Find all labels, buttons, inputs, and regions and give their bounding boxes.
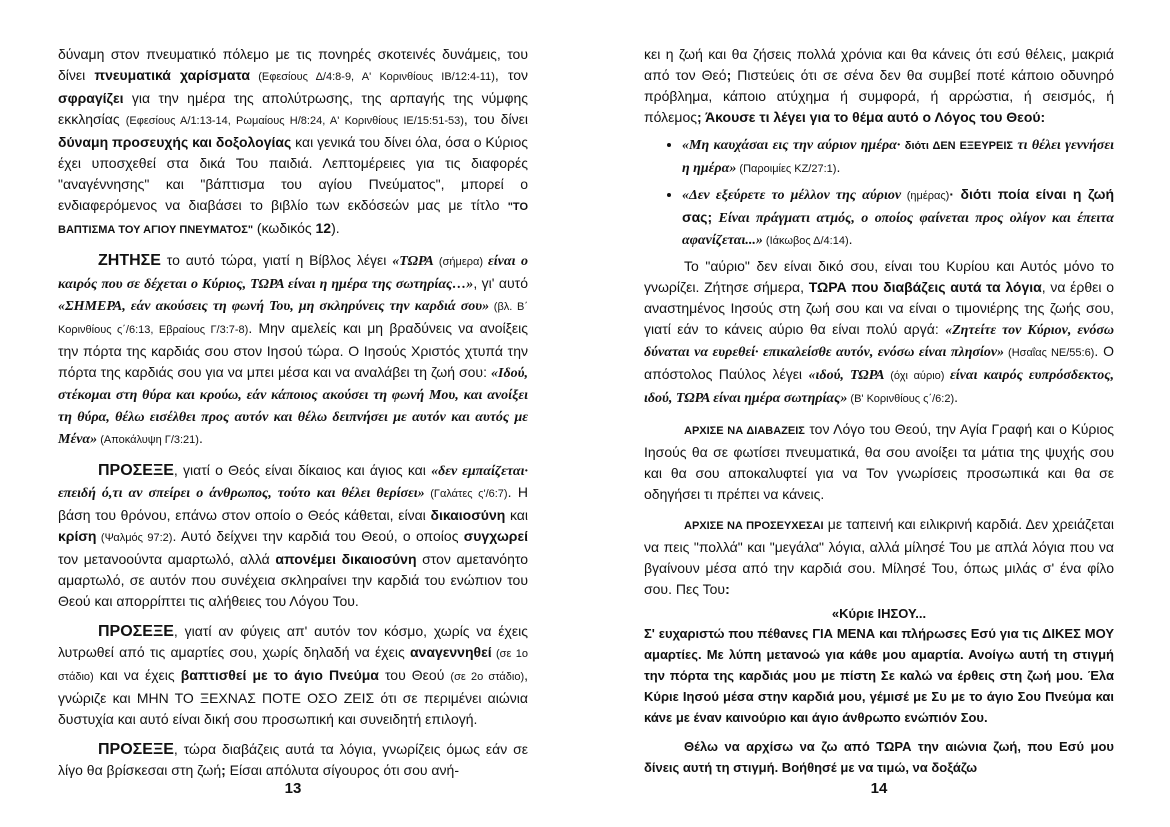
text-run: (Ιάκωβος Δ/4:14) <box>762 235 849 247</box>
text-run: (ημέρας) <box>901 190 950 202</box>
text-run: (βλ. Β΄ Κορινθίους ς΄/6:13, Εβραίους Γ/3:7-8) <box>58 301 528 336</box>
text-run: «Ζητείτε τον Κύριον, ενόσω δύναται να ευρεθεί· επικαλείσθε αυτόν, ενόσω είναι πλησίον» <box>644 323 1114 360</box>
text-run: δικαιοσύνη <box>430 507 506 523</box>
text-run: ; <box>221 762 226 778</box>
text-run: είναι ο καιρός που σε δέχεται ο Κύριος, ΤΩΡΑ είναι η ημέρα της σωτηρίας…» <box>58 254 528 292</box>
text-run: με ταπεινή και ειλικρινή καρδιά. Δεν χρειάζεται να πεις "πολλά" και "μεγάλα" λόγια, αλλά μίλησέ Του με απλά λόγια που να βγαίνουν μέσα από την καρδιά σου. Μίλησέ Του, όπως μιλάς σ' ένα φίλο σου. Πες Του <box>644 516 1114 597</box>
paragraph <box>58 460 528 612</box>
text-run: (σε 2ο στάδιο) <box>450 671 525 683</box>
text-run: (Γαλάτες ς'/6:7) <box>424 488 508 500</box>
list-item <box>682 184 1114 252</box>
text-run: Είσαι απόλυτα σίγουρος ότι σου ανή- <box>225 762 459 778</box>
text-run: . <box>848 231 853 247</box>
text-run: ΠΡΟΣΕΞΕ <box>98 741 174 758</box>
text-run: Το "αύριο" δεν είναι δικό σου, είναι του Κυρίου και Αυτός μόνο το γνωρίζει. Ζήτησε σήμερα, <box>644 258 1114 295</box>
text-run: «Δεν εξεύρετε το μέλλον της αύριον <box>682 188 902 203</box>
page-number-left: 13 <box>284 780 302 797</box>
right-page <box>644 44 1114 814</box>
text-run: ΑΡΧΙΣΕ ΝΑ ΔΙΑΒΑΖΕΙΣ <box>684 425 805 437</box>
list-item <box>682 134 1114 180</box>
text-run: για την ημέρα της απολύτρωσης, της αρπαγής της νύμφης εκκλησίας <box>58 90 528 127</box>
text-run: Πιστεύεις ότι σε σένα δεν θα συμβεί ποτέ κάποιο οδυνηρό πρόβλημα, κάποιο ατύχημα ή συμφορά, ή αρρώστια, ή σεισμός, ή πόλεμος <box>644 67 1114 125</box>
paragraph <box>58 250 528 451</box>
text-run: (σε 1ο στάδιο) <box>58 648 528 683</box>
text-run: . Αυτό δείχνει την καρδιά του Θεού, ο οποίος <box>172 528 464 544</box>
text-run: "ΤΟ ΒΑΠΤΙΣΜΑ ΤΟΥ ΑΓΙΟΥ ΠΝΕΥΜΑΤΟΣ" <box>58 201 528 236</box>
text-run: (Αποκάλυψη Γ/3:21) <box>97 434 199 446</box>
text-run: τι θέλει γεννήσει η ημέρα» <box>682 138 1114 176</box>
text-run: «ΤΩΡΑ <box>392 254 434 269</box>
text-run: . Ο απόστολος Παύλος λέγει <box>644 343 1114 382</box>
text-run: (Ησαΐας ΝΕ/55:6) <box>1004 347 1095 359</box>
text-run: απονέμει δικαιοσύνη <box>275 551 417 567</box>
text-run: , τον <box>494 67 528 83</box>
text-run: . <box>954 389 959 405</box>
text-run: ΖΗΤΗΣΕ <box>98 252 161 269</box>
paragraph <box>644 256 1114 410</box>
text-run: (Ψαλμός 97:2) <box>96 532 173 544</box>
text-run: : <box>725 581 730 597</box>
text-run: «ΣΗΜΕΡΑ, εάν ακούσεις τη φωνή Του, μη σκληρύνεις την καρδιά σου» <box>58 299 490 314</box>
text-run: , γι' αυτό <box>473 275 528 291</box>
text-run: αναγεννηθεί <box>409 644 492 660</box>
text-run: (Εφεσίους Α/1:13-14, Ρωμαίους Η/8:24, Α' Κορινθίους ΙΕ/15:51-53) <box>125 115 464 127</box>
text-run: ΤΩΡΑ που διαβάζεις αυτά τα λόγια <box>808 279 1042 295</box>
paragraph <box>58 621 528 730</box>
text-run: , τώρα διαβάζεις αυτά τα λόγια, γνωρίζεις όμως εάν σε λίγο θα βρίσκεσαι στη ζωή <box>58 741 528 778</box>
text-run: «Ιδού, στέκομαι στη θύρα και κρούω, εάν κάποιος ακούσει τη φωνή Μου, και ανοίξει τη θύρα, θέλω εισέλθει προς αυτόν και θέλω δειπνήσει με αυτόν και αυτός με Μένα» <box>58 366 528 447</box>
text-run: το αυτό τώρα, γιατί η Βίβλος λέγει <box>160 252 393 268</box>
text-run: ΑΡΧΙΣΕ ΝΑ ΠΡΟΣΕΥΧΕΣΑΙ <box>684 520 824 532</box>
text-run: «δεν εμπαίζεται· επειδή ό,τι αν σπείρει ο άνθρωπος, τούτο και θέλει θερίσει» <box>58 464 528 501</box>
paragraph <box>58 739 528 781</box>
page-number-right: 14 <box>870 780 888 797</box>
paragraph <box>644 419 1114 505</box>
text-run: σφραγίζει <box>58 90 124 106</box>
text-run: . Η βάση του θρόνου, επάνω στον οποίο ο Θεός κάθεται, είναι <box>58 484 529 523</box>
text-run: διότι ΔΕΝ ΕΞΕΥΡΕΙΣ <box>904 140 1013 152</box>
text-run: κρίση <box>58 528 97 544</box>
text-run: 12 <box>315 220 332 236</box>
text-run: και να έχεις <box>93 667 181 683</box>
text-run: . <box>836 159 841 175</box>
left-page <box>58 44 528 814</box>
prayer-text: Θέλω να αρχίσω να ζω από ΤΩΡΑ την αιώνια ζωή, που Εσύ μου δίνεις αυτή τη στιγμή. Βοήθησέ με να τιμώ, να δοξάζω <box>644 739 1114 775</box>
text-run: ; Άκουσε τι λέγει για το θέμα αυτό ο Λόγος του Θεού: <box>697 109 1046 125</box>
prayer-text: Σ' ευχαριστώ που πέθανες ΓΙΑ ΜΕΝΑ και πλήρωσες Εσύ για τις ΔΙΚΕΣ ΜΟΥ αμαρτίες. Με λύπη μετανοώ για κάθε μου αμαρτία. Ανοίγω αυτή τη στιγμή την πόρτα της καρδιάς μου με πίστη Σε καλώ να έρθεις στη ζωή μου. Έλα Κύριε Ιησού μέσα στην καρδιά μου, γέμισέ με Συ με το άγιο Σου Πνεύμα και κάνε με έναν καινούριο και άγιο άνθρωπο ενώπιόν Σου. <box>644 626 1114 725</box>
text-run: (Β' Κορινθίους ς΄/6:2) <box>847 393 955 405</box>
text-run: (σήμερα) <box>433 256 489 268</box>
text-run: ΠΡΟΣΕΞΕ <box>98 462 174 479</box>
text-run: «ιδού, ΤΩΡΑ <box>808 368 885 383</box>
text-run: , να έρθει ο αναστημένος Ιησούς στη ζωή σου και να είναι ο τιμονιέρης της ζωής σου, γιατί εάν το κάνεις αύριο θα είναι πολύ αργά: <box>644 279 1114 337</box>
text-run: , του δίνει <box>463 111 528 127</box>
text-run: · διότι ποία είναι η ζωή σας; <box>682 186 1114 225</box>
text-run: και γενικά του δίνει όλα, όσα ο Κύριος έχει υποσχεθεί στα δικά Του παιδιά. Λεπτομέρειες για τις διαφορές "αναγέννησης" και "βάπτισμα του αγίου Πνεύματος", μπορεί ο ενδιαφερόμενος να διαβάσει το βιβλίο των εκδόσεών μας με τίτλο <box>58 134 528 213</box>
text-run: στον αμετανόητο αμαρτωλό, σε αυτόν που συνέχεια σκληραίνει την καρδιά του ενώπιον του Θεού και απορρίπτει τις αλήθειες του Λόγου Του. <box>58 551 528 609</box>
text-run: δύναμη στον πνευματικό πόλεμο με τις πονηρές σκοτεινές δυνάμεις, του δίνει <box>58 46 528 83</box>
text-run: συγχωρεί <box>463 528 528 544</box>
text-run: , γιατί ο Θεός είναι δίκαιος και άγιος και <box>173 462 432 478</box>
text-run: (Παροιμίες ΚΖ/27:1) <box>736 163 837 175</box>
text-run: και <box>505 507 528 523</box>
text-run: πνευματικά χαρίσματα <box>94 67 250 83</box>
text-run: του Θεού <box>378 667 451 683</box>
text-run: . <box>198 430 203 446</box>
text-run: , γνώριζε και ΜΗΝ ΤΟ ΞΕΧΝΑΣ ΠΟΤΕ ΟΣΟ ΖΕΙΣ ότι σε περιμένει αιώνια δυστυχία και αυτό είναι δική σου προσωπική και συνειδητή επιλογή. <box>58 667 529 727</box>
text-run: ΠΡΟΣΕΞΕ <box>98 623 174 640</box>
text-run: «Μη καυχάσαι εις την αύριον ημέρα· <box>682 138 905 153</box>
text-run: τον μετανοούντα αμαρτωλό, αλλά <box>58 551 276 567</box>
prayer-title: «Κύριε ΙΗΣΟΥ... <box>831 606 927 621</box>
text-run: είναι καιρός ευπρόσδεκτος, ιδού, ΤΩΡΑ είναι ημέρα σωτηρίας» <box>644 368 1114 406</box>
text-run: ; <box>726 67 732 83</box>
text-run: κει η ζωή και θα ζήσεις πολλά χρόνια και θα κάνεις ότι εσύ θέλεις, μακριά από τον Θεό <box>644 46 1114 83</box>
text-run: . Μην αμελείς και μη βραδύνεις να ανοίξεις την πόρτα της καρδιάς σου στον Ιησού τώρα. Ο Ιησούς Χριστός χτυπά την πόρτα της καρδιάς σου για να μπει μέσα και να αναλάβει τη ζωή σου: <box>58 320 528 380</box>
text-run: τον Λόγο του Θεού, την Αγία Γραφή και ο Κύριος Ιησούς θα σε φωτίσει πνευματικά, θα σου ανοίξει τα μάτια της ψυχής σου και θα σου αποκαλυφτεί για να Τον γνωρίσεις προσωπικά και θα σε οδηγήσει τι πρέπει να κάνεις. <box>644 421 1114 502</box>
text-run: δύναμη προσευχής και δοξολογίας <box>58 134 292 150</box>
text-run: ). <box>331 220 340 236</box>
text-run: , γιατί αν φύγεις απ' αυτόν τον κόσμο, χωρίς να έχεις λυτρωθεί από τις αμαρτίες σου, χωρίς δηλαδή να έχεις <box>58 623 528 660</box>
bullet-list <box>644 134 1114 252</box>
text-run: Είναι πράγματι ατμός, ο οποίος φαίνεται προς ολίγον και έπειτα αφανίζεται...» <box>682 211 1114 248</box>
paragraph <box>644 514 1114 600</box>
text-run: (Εφεσίους Δ/4:8-9, Α' Κορινθίους ΙΒ/12:4-11) <box>249 71 495 83</box>
paragraph <box>58 44 528 241</box>
text-run: (κωδικός <box>253 220 316 236</box>
text-run: (όχι αύριο) <box>884 370 951 382</box>
paragraph <box>644 44 1114 128</box>
text-run: βαπτισθεί με το άγιο Πνεύμα <box>180 667 379 683</box>
